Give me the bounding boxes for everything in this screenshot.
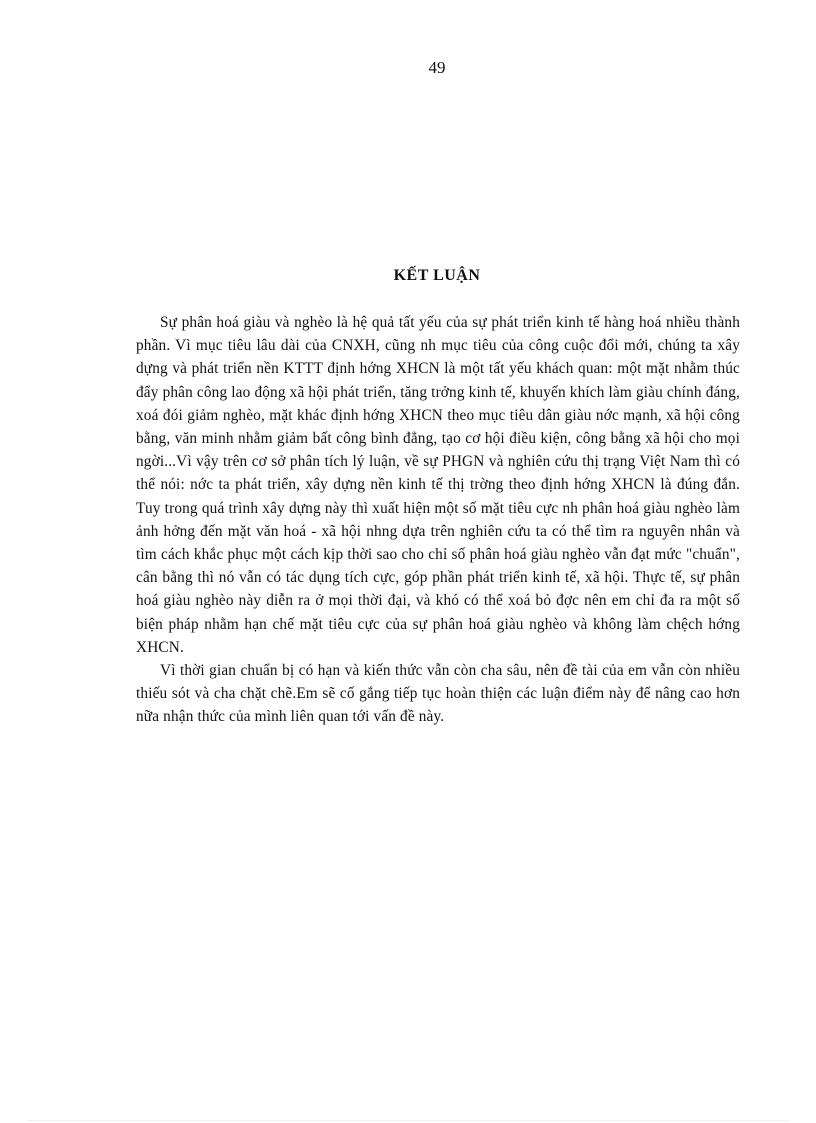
paragraph: Vì thời gian chuẩn bị có hạn và kiến thức vẫn còn cha sâu, nên đề tài của em vẫn còn nhiều thiếu sót và cha chặt chẽ.Em sẽ cố gắng tiếp tục hoàn thiện các luận điểm này để nâng cao hơn nữa nhận thức của mình liên quan tới vấn đề này. [136, 662, 740, 726]
conclusion-body [136, 311, 740, 729]
page-bottom-divider [28, 1120, 788, 1121]
section-heading: KẾT LUẬN [393, 267, 481, 284]
paragraph: Sự phân hoá giàu và nghèo là hệ quả tất yếu của sự phát triển kinh tế hàng hoá nhiều thành phần. Vì mục tiêu lâu dài của CNXH, cũng nh mục tiêu của công cuộc đổi mới, chúng ta xây dựng và phát triển nền KTTT định hớng XHCN là một tất yếu khách quan: một mặt nhằm thúc đẩy phân công lao động xã hội phát triển, tăng trởng kinh tế, khuyến khích làm giàu chính đáng, xoá đói giảm nghèo, mặt khác định hớng XHCN theo mục tiêu dân giàu nớc mạnh, xã hội công bằng, văn minh nhằm giảm bất công bình đẳng, tạo cơ hội điều kiện, công bằng xã hội cho mọi ngời...Vì vậy trên cơ sở phân tích lý luận, về sự PHGN và nghiên cứu thị trạng Việt Nam thì có thể nói: nớc ta phát triển, xây dựng nền kinh tế thị trờng theo định hớng XHCN là đúng đắn. Tuy trong quá trình xây dựng này thì xuất hiện một số mặt tiêu cực nh phân hoá giàu nghèo làm ảnh hởng đến mặt văn hoá - xã hội nhng dựa trên nghiên cứu ta có thể tìm ra nguyên nhân và tìm cách khắc phục một cách kịp thời sao cho chỉ số phân hoá giàu nghèo vẫn đạt mức "chuẩn", cân bằng thì nó vẫn có tác dụng tích cực, góp phần phát triển kinh tế, xã hội. Thực tế, sự phân hoá giàu nghèo này diễn ra ở mọi thời đại, và khó có thể xoá bỏ đợc nên em chỉ đa ra một số biện pháp nhằm hạn chế mặt tiêu cực của sự phân hoá giàu nghèo và không làm chệch hớng XHCN. [136, 314, 740, 656]
page-number: 49 [428, 58, 446, 77]
